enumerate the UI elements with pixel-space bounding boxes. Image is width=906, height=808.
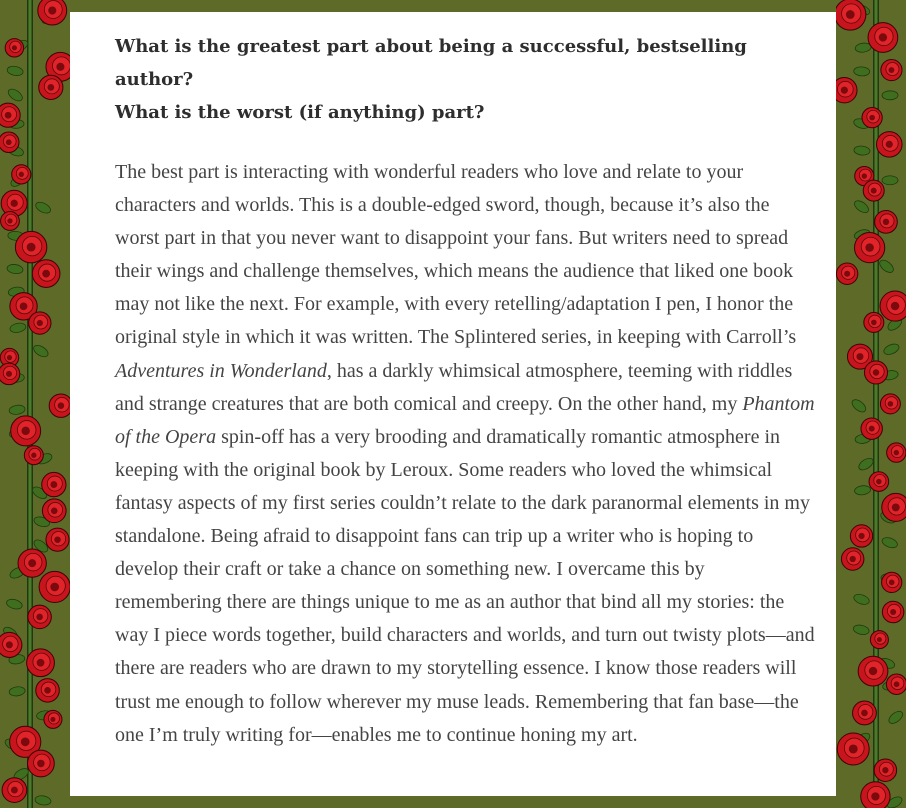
interview-question <box>115 30 815 129</box>
rose-flower-icon <box>39 571 70 602</box>
answer-text-2: , has a darkly whimsical atmosphere, teeming with riddles and strange creatures that are both comical and creepy. On the other hand, my <box>115 359 793 415</box>
rose-flower-icon <box>874 759 897 782</box>
rose-flower-icon <box>850 525 872 547</box>
rose-flower-icon <box>1 212 20 231</box>
rose-flower-icon <box>2 778 27 803</box>
rose-flower-icon <box>29 312 51 334</box>
rose-flower-icon <box>868 23 898 53</box>
interview-answer <box>115 156 815 752</box>
rose-vine-illustration-right <box>836 0 906 808</box>
rose-flower-icon <box>841 548 863 570</box>
rose-flower-icon <box>0 632 22 657</box>
rose-flower-icon <box>875 210 898 233</box>
rose-flower-icon <box>11 416 41 446</box>
rose-flower-icon <box>44 710 62 728</box>
book-title-phantom-of-the-opera: Phantom of the Opera <box>115 392 815 448</box>
rose-flower-icon <box>0 132 19 153</box>
rose-flower-icon <box>864 361 887 384</box>
rose-flower-icon <box>27 750 54 777</box>
article-content <box>115 30 815 752</box>
rose-flower-icon <box>858 656 888 686</box>
rose-flower-icon <box>0 363 20 385</box>
border-bottom <box>0 796 906 808</box>
rose-flower-icon <box>39 75 63 99</box>
rose-flower-icon <box>42 499 66 523</box>
rose-flower-icon <box>863 180 884 201</box>
rose-flower-icon <box>836 263 857 284</box>
rose-flower-icon <box>12 165 31 184</box>
rose-border-left <box>0 0 70 808</box>
rose-flower-icon <box>882 493 906 521</box>
rose-flower-icon <box>880 291 906 321</box>
rose-flower-icon <box>836 77 857 102</box>
book-title-adventures-in-wonderland: Adventures in Wonderland <box>115 359 327 382</box>
rose-flower-icon <box>15 231 46 262</box>
question-line-1: What is the greatest part about being a successful, bestselling author? <box>115 36 747 90</box>
rose-flower-icon <box>836 0 866 30</box>
rose-vine-illustration-left <box>0 0 70 808</box>
rose-flower-icon <box>18 549 46 577</box>
rose-flower-icon <box>0 103 20 127</box>
rose-flower-icon <box>46 528 69 551</box>
rose-border-right <box>836 0 906 808</box>
rose-flower-icon <box>886 674 906 694</box>
rose-flower-icon <box>876 132 902 158</box>
question-line-2: What is the worst (if anything) part? <box>115 102 485 123</box>
rose-flower-icon <box>38 0 67 25</box>
rose-flower-icon <box>882 572 902 592</box>
rose-flower-icon <box>837 733 869 765</box>
rose-flower-icon <box>27 649 55 677</box>
rose-flower-icon <box>880 394 900 414</box>
rose-flower-icon <box>32 260 60 288</box>
rose-flower-icon <box>887 443 906 462</box>
rose-flower-icon <box>49 394 70 417</box>
rose-flower-icon <box>36 679 60 703</box>
rose-flower-icon <box>24 446 43 465</box>
rose-flower-icon <box>861 418 882 439</box>
border-top <box>0 0 906 12</box>
rose-flower-icon <box>854 232 884 262</box>
rose-flower-icon <box>42 472 66 496</box>
rose-flower-icon <box>861 782 890 808</box>
rose-flower-icon <box>882 601 904 623</box>
rose-flower-icon <box>870 631 888 649</box>
rose-flower-icon <box>28 605 51 628</box>
rose-flower-icon <box>853 701 877 725</box>
rose-flower-icon <box>869 472 889 492</box>
answer-text-3: spin-off has a very brooding and dramatically romantic atmosphere in keeping with the original book by Leroux. Some readers who loved the whimsical fantasy aspects of my first series couldn’t relate to the dark paranormal elements in my standalone. Being afraid to disappoint fans can trip up a writer who is hoping to develop their craft or take a chance on something new. I overcame this by remembering there are things unique to me as an author that bind all my stories: the way I piece words together, build characters and worlds, and turn out twisty plots—and there are readers who are drawn to my storytelling essence. I know those readers will trust me enough to follow wherever my muse leads. Remembering that fan base—the one I’m truly writing for—enables me to continue honing my art. <box>115 425 815 746</box>
rose-flower-icon <box>881 59 902 80</box>
rose-flower-icon <box>5 39 23 57</box>
rose-flower-icon <box>862 108 882 128</box>
answer-text-1: The best part is interacting with wonderful readers who love and relate to your characters and worlds. This is a double-edged sword, though, because it’s also the worst part in that you never want to disappoint your fans. But writers need to spread their wings and challenge themselves, which means the audience that liked one book may not like the next. For example, with every retelling/adaptation I pen, I honor the original style in which it was written. The Splintered series, in keeping with Carroll’s <box>115 161 797 349</box>
rose-flower-icon <box>864 312 884 332</box>
